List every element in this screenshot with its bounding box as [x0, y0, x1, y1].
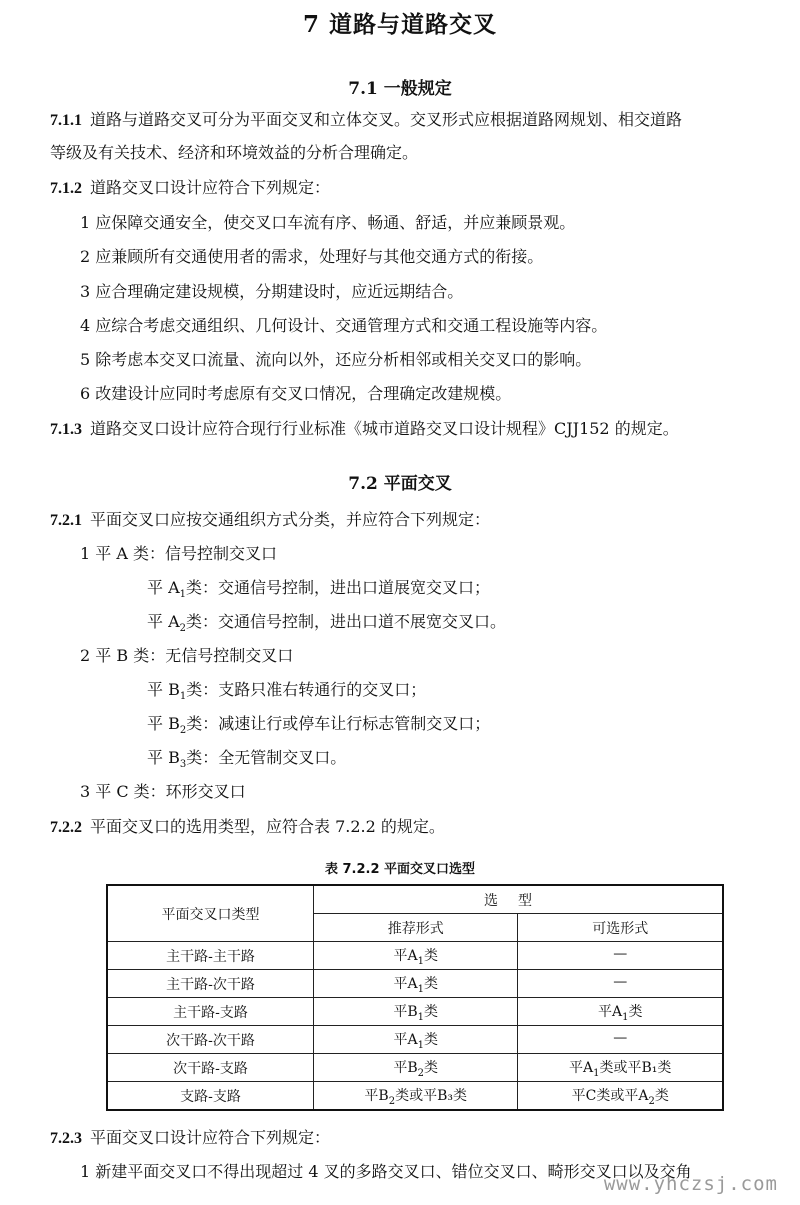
cell-text: 类或平B₁类 — [599, 1059, 672, 1076]
clause-text: 平面交叉口的选用类型，应符合表 7.2.2 的规定。 — [90, 817, 445, 836]
cell-type — [107, 1026, 314, 1054]
cell-text: 类或平B₃类 — [395, 1087, 467, 1104]
list-item: 3 平 C 类：环形交叉口 — [80, 782, 246, 801]
watermark: www.yhczsj.com — [603, 1173, 778, 1195]
cell-recommended — [314, 970, 518, 998]
sub-item-text: 类：支路只准右转通行的交叉口； — [186, 680, 427, 699]
list-item: 1 新建平面交叉口不得出现超过 4 叉的多路交叉口、错位交叉口、畸形交叉口以及交角 — [80, 1162, 692, 1181]
cell-text: 主干路-主干路 — [166, 948, 255, 965]
subscript: 2 — [179, 725, 187, 737]
cell-text: 平B — [364, 1087, 389, 1104]
clause-number: 7.2.2 — [50, 819, 82, 836]
cell-recommended — [314, 1026, 518, 1054]
cell-text: 平A — [597, 1003, 623, 1020]
cell-text: 类 — [654, 1087, 669, 1104]
cell-text: 平A — [569, 1059, 594, 1076]
subscript: 1 — [622, 1011, 629, 1023]
cell-text: 平A — [393, 947, 418, 964]
subscript: 1 — [179, 691, 187, 703]
cell-text: 类 — [424, 1003, 439, 1020]
list-item: 3 应合理确定建设规模，分期建设时，应近远期结合。 — [80, 282, 464, 301]
cell-recommended — [314, 1054, 518, 1082]
list-item: 1 平 A 类：信号控制交叉口 — [80, 544, 277, 563]
sub-item-text: 类：交通信号控制，进出口道不展宽交叉口。 — [186, 612, 507, 631]
table-row — [107, 1054, 723, 1082]
list-item: 2 平 B 类：无信号控制交叉口 — [80, 646, 294, 665]
cell-text: 主干路-次干路 — [166, 976, 255, 993]
clause-7-2-3 — [50, 1128, 330, 1149]
cell-type — [107, 942, 314, 970]
cell-optional — [518, 1026, 723, 1054]
subscript: 2 — [648, 1095, 655, 1107]
cell-text: 类 — [424, 1059, 439, 1076]
clause-text: 平面交叉口应按交通组织方式分类，并应符合下列规定： — [90, 510, 491, 529]
clause-text: 道路交叉口设计应符合下列规定： — [90, 178, 331, 197]
table-caption: 表 7.2.2 平面交叉口选型 — [324, 862, 476, 877]
list-item: 4 应综合考虑交通组织、几何设计、交通管理方式和交通工程设施等内容。 — [80, 316, 608, 335]
subscript: 1 — [417, 983, 424, 995]
sub-item-prefix: 平 A — [147, 612, 180, 631]
clause-7-1-3 — [50, 419, 679, 440]
selection-table — [106, 884, 724, 1111]
sub-item-b3 — [147, 748, 346, 775]
clause-number: 7.2.3 — [50, 1130, 82, 1147]
list-item: 2 应兼顾所有交通使用者的需求，处理好与其他交通方式的衔接。 — [80, 247, 544, 266]
cell-text: 平C类或平A — [571, 1087, 649, 1104]
sub-item-a2 — [147, 612, 506, 639]
clause-7-1-1-cont: 等级及有关技术、经济和环境效益的分析合理确定。 — [50, 143, 419, 162]
subscript: 1 — [417, 955, 424, 967]
cell-optional — [518, 1082, 723, 1111]
table-row — [107, 1082, 723, 1111]
cell-text: 平B — [393, 1003, 418, 1020]
header-type: 平面交叉口类型 — [107, 885, 314, 942]
cell-text: 次干路-支路 — [173, 1060, 248, 1077]
sub-item-text: 类：减速让行或停车让行标志管制交叉口； — [186, 714, 491, 733]
cell-text: 平A — [393, 1031, 418, 1048]
cell-text: — — [613, 1030, 628, 1047]
subscript: 1 — [417, 1039, 424, 1051]
sub-item-prefix: 平 A — [147, 578, 180, 597]
cell-optional — [518, 998, 723, 1026]
cell-text: 类 — [423, 1031, 438, 1048]
sub-item-prefix: 平 B — [147, 748, 180, 767]
list-item: 1 应保障交通安全，使交叉口车流有序、畅通、舒适，并应兼顾景观。 — [80, 213, 576, 232]
cell-type — [107, 998, 314, 1026]
sub-item-text: 类：交通信号控制，进出口道展宽交叉口； — [186, 578, 491, 597]
list-item: 5 除考虑本交叉口流量、流向以外，还应分析相邻或相关交叉口的影响。 — [80, 350, 592, 369]
cell-text: 支路-支路 — [180, 1088, 241, 1105]
clause-number: 7.1.3 — [50, 421, 82, 438]
table-row — [107, 942, 723, 970]
clause-number: 7.1.1 — [50, 112, 82, 129]
cell-recommended — [314, 998, 518, 1026]
sub-item-a1 — [147, 578, 490, 605]
header-recommended: 推荐形式 — [314, 914, 518, 942]
clause-text: 平面交叉口设计应符合下列规定： — [90, 1128, 331, 1147]
subscript: 1 — [593, 1067, 600, 1079]
cell-text: 类 — [423, 947, 438, 964]
cell-type — [107, 1054, 314, 1082]
header-select: 选型 — [314, 885, 724, 914]
cell-text: 平A — [393, 975, 418, 992]
table-row — [107, 970, 723, 998]
cell-type — [107, 970, 314, 998]
section-title-7-1: 7.1 一般规定 — [348, 79, 452, 99]
cell-type — [107, 1082, 314, 1111]
cell-optional — [518, 942, 723, 970]
cell-text: — — [613, 974, 628, 991]
clause-text: 道路交叉口设计应符合现行行业标准《城市道路交叉口设计规程》CJJ152 的规定。 — [90, 419, 679, 438]
chapter-title: 7 道路与道路交叉 — [302, 11, 497, 38]
header-optional: 可选形式 — [518, 914, 723, 942]
cell-optional — [518, 1054, 723, 1082]
sub-item-prefix: 平 B — [147, 680, 180, 699]
clause-text: 道路与道路交叉可分为平面交叉和立体交叉。交叉形式应根据道路网规划、相交道路 — [90, 110, 683, 129]
cell-text: 类 — [423, 975, 438, 992]
table-row — [107, 1026, 723, 1054]
cell-optional — [518, 970, 723, 998]
clause-number: 7.2.1 — [50, 512, 82, 529]
sub-item-text: 类：全无管制交叉口。 — [186, 748, 347, 767]
subscript: 2 — [179, 623, 187, 635]
cell-recommended — [314, 942, 518, 970]
sub-item-b1 — [147, 680, 426, 707]
cell-recommended — [314, 1082, 518, 1111]
clause-7-2-1 — [50, 510, 490, 531]
cell-text: 次干路-次干路 — [166, 1032, 255, 1049]
subscript: 2 — [388, 1095, 396, 1107]
subscript: 3 — [179, 759, 187, 771]
cell-text: 平B — [393, 1059, 418, 1076]
sub-item-prefix: 平 B — [147, 714, 180, 733]
cell-text: 主干路-支路 — [173, 1004, 248, 1021]
clause-number: 7.1.2 — [50, 180, 82, 197]
table-row — [107, 998, 723, 1026]
list-item: 6 改建设计应同时考虑原有交叉口情况，合理确定改建规模。 — [80, 384, 512, 403]
clause-7-1-1 — [50, 110, 682, 131]
cell-text: 类 — [628, 1003, 643, 1020]
subscript: 1 — [179, 589, 187, 601]
cell-text: — — [613, 946, 628, 963]
subscript: 1 — [417, 1011, 425, 1023]
clause-7-1-2 — [50, 178, 330, 199]
section-title-7-2: 7.2 平面交叉 — [348, 474, 452, 494]
subscript: 2 — [417, 1067, 425, 1079]
sub-item-b2 — [147, 714, 490, 741]
clause-7-2-2 — [50, 817, 445, 838]
